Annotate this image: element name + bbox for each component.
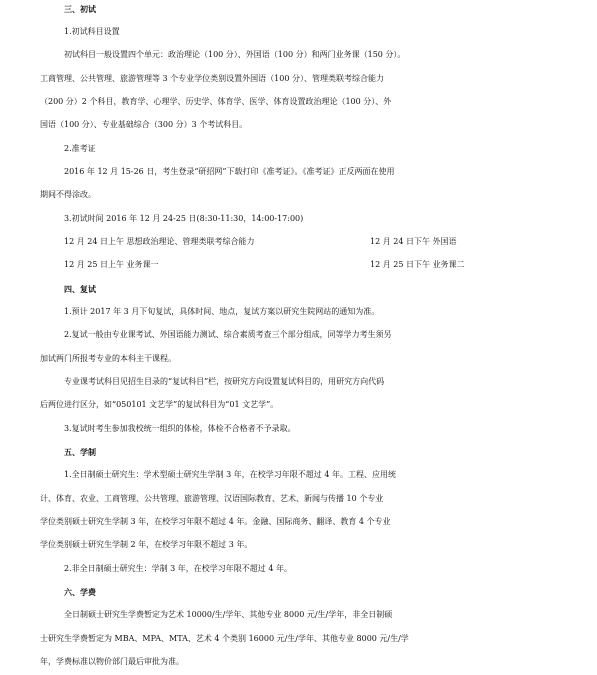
schedule-left: 12 月 25 日上午 业务课一 [64,260,159,269]
list-item-continued: 学位类别硕士研究生学制 3 年，在校学习年限不超过 4 年。金融、国际商务、翻译、教育 4 个专业 [40,517,391,526]
paragraph-line: 初试科目一般设置四个单元：政治理论（100 分）、外国语（100 分）和两门业务课（150 分）。 [64,50,406,59]
paragraph-line: 专业课考试科目见招生目录的“复试科目”栏，按研究方向设置复试科目的，用研究方向代码 [64,377,385,386]
schedule-right: 12 月 24 日下午 外国语 [370,237,457,246]
list-item: 2.非全日制硕士研究生：学制 3 年，在校学习年限不超过 4 年。 [64,564,292,573]
list-item: 3.复试时考生参加我校统一组织的体检，体检不合格者不予录取。 [64,424,296,433]
schedule-left: 12 月 24 日上午 思想政治理论、管理类联考综合能力 [64,237,255,246]
list-item-continued: 加试两门所报考专业的本科主干课程。 [40,354,176,363]
list-item: 1.预计 2017 年 3 月下旬复试，具体时间、地点，复试方案以研究生院网站的通知为准。 [64,307,380,316]
list-item-continued: 计、体育、农业、工商管理、公共管理、旅游管理、汉语国际教育、艺术、新闻与传播 10 个专业 [40,494,384,503]
paragraph-line: 年，学费标准以物价部门最后审批为准。 [40,657,184,666]
list-item: 1.全日制硕士研究生：学术型硕士研究生学制 3 年，在校学习年限不超过 4 年。工程、应用统 [64,470,396,479]
section-3-sub-3: 3.初试时间 2016 年 12 月 24-25 日(8:30-11:30，14:00-17:00) [64,214,304,223]
paragraph-line: 2016 年 12 月 15-26 日，考生登录“研招网”下载打印《准考证》。《准考证》正反两面在使用 [64,167,395,176]
section-6-heading: 六、学费 [64,587,96,597]
paragraph-line: （200 分）2 个科目，教育学、心理学、历史学、体育学、医学、体育设置政治理论（100 分）、外 [40,97,392,106]
section-3-sub-1: 1.初试科目设置 [64,27,120,36]
schedule-right: 12 月 25 日下午 业务课二 [370,260,465,269]
paragraph-line: 后两位进行区分，如“050101 文艺学”的复试科目为“01 文艺学”。 [40,400,279,409]
list-item: 2.复试一般由专业课考试、外国语能力测试、综合素质考查三个部分组成，同等学力考生须另 [64,330,392,339]
section-4-heading: 四、复试 [64,284,96,294]
paragraph-line: 国语（100 分）、专业基础综合（300 分）3 个考试科目。 [40,120,248,129]
paragraph-line: 工商管理、公共管理、旅游管理等 3 个专业学位类别设置外国语（100 分）、管理类联考综合能力 [40,74,384,83]
section-3-sub-2: 2.准考证 [64,144,96,153]
section-5-heading: 五、学制 [64,447,96,457]
paragraph-line: 期间不得涂改。 [40,190,96,199]
paragraph-line: 士研究生学费暂定为 MBA、MPA、MTA、艺术 4 个类别 16000 元/生/学年、其他专业 8000 元/生/学 [40,634,409,643]
section-3-heading: 三、初试 [64,4,96,14]
paragraph-line: 全日制硕士研究生学费暂定为艺术 10000/生/学年、其他专业 8000 元/生/学年，非全日制硕 [64,610,393,619]
list-item-continued: 学位类别硕士研究生学制 2 年，在校学习年限不超过 3 年。 [40,540,253,549]
